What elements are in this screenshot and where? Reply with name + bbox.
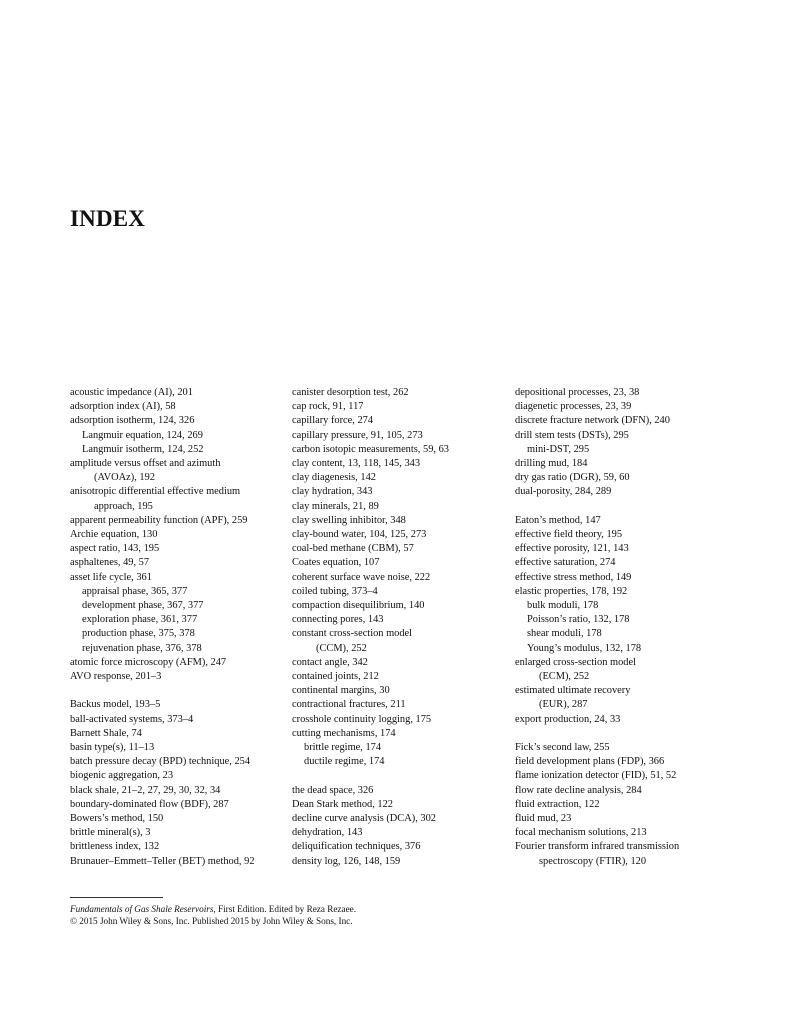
index-entry: density log, 126, 148, 159: [292, 855, 401, 867]
index-entry: brittle mineral(s), 3: [70, 827, 151, 839]
index-entry: clay hydration, 343: [292, 486, 373, 498]
section-gap: [515, 727, 740, 741]
index-entry: contact angle, 342: [292, 656, 368, 668]
index-entry: carbon isotopic measurements, 59, 63: [292, 443, 449, 455]
section-gap: [70, 684, 295, 698]
index-entry: deliquification techniques, 376: [292, 841, 421, 853]
index-entry: anisotropic differential effective medium: [70, 486, 241, 498]
index-entry: flow rate decline analysis, 284: [515, 784, 642, 796]
index-entry: effective field theory, 195: [515, 529, 623, 541]
index-entry: the dead space, 326: [292, 784, 374, 796]
index-entry: Backus model, 193–5: [70, 699, 161, 711]
index-entry: fluid extraction, 122: [515, 798, 600, 810]
index-column-3: [515, 386, 740, 869]
index-entry: clay swelling inhibitor, 348: [292, 514, 406, 526]
index-entry: (AVOAz), 192: [94, 472, 155, 484]
index-subentry: brittle regime, 174: [304, 742, 382, 754]
index-entry: Fick’s second law, 255: [515, 742, 610, 754]
index-subentry: mini-DST, 295: [527, 443, 590, 455]
index-subentry: shear moduli, 178: [527, 628, 602, 640]
page-title: INDEX: [70, 206, 146, 231]
index-entry: Fourier transform infrared transmission: [515, 841, 680, 853]
index-entry: discrete fracture network (DFN), 240: [515, 415, 670, 427]
index-entry: dual-porosity, 284, 289: [515, 486, 612, 498]
index-entry: (ECM), 252: [539, 671, 590, 683]
copyright-footer: [70, 897, 470, 928]
index-subentry: bulk moduli, 178: [527, 600, 599, 612]
index-entry: brittleness index, 132: [70, 841, 160, 853]
section-gap: [292, 769, 517, 783]
index-entry: Brunauer–Emmett–Teller (BET) method, 92: [70, 855, 255, 867]
index-subentry: development phase, 367, 377: [82, 600, 204, 612]
index-entry: cutting mechanisms, 174: [292, 727, 396, 739]
index-entry: capillary pressure, 91, 105, 273: [292, 429, 423, 441]
index-entry: spectroscopy (FTIR), 120: [539, 855, 647, 867]
index-entry: aspect ratio, 143, 195: [70, 543, 160, 555]
index-entry: Archie equation, 130: [70, 529, 158, 541]
index-entry: dehydration, 143: [292, 827, 363, 839]
index-entry: drilling mud, 184: [515, 458, 588, 470]
index-entry: clay diagenesis, 142: [292, 472, 376, 484]
index-column-2: [292, 386, 517, 869]
index-entry: acoustic impedance (AI), 201: [70, 387, 193, 398]
index-entry: coherent surface wave noise, 222: [292, 571, 431, 583]
index-entry: clay minerals, 21, 89: [292, 500, 379, 512]
footer-line-1: [70, 903, 470, 915]
index-entry: elastic properties, 178, 192: [515, 585, 628, 597]
index-entry: export production, 24, 33: [515, 713, 621, 725]
book-title: Fundamentals of Gas Shale Reservoirs: [70, 904, 214, 914]
index-entry: ball-activated systems, 373–4: [70, 713, 194, 725]
index-entry: Barnett Shale, 74: [70, 727, 142, 739]
index-entry: canister desorption test, 262: [292, 387, 409, 398]
index-entry: adsorption index (AI), 58: [70, 401, 176, 413]
index-entry: estimated ultimate recovery: [515, 685, 631, 697]
index-entry: fluid mud, 23: [515, 813, 572, 825]
index-entry: constant cross-section model: [292, 628, 413, 640]
index-entry: field development plans (FDP), 366: [515, 756, 665, 768]
index-entry: coiled tubing, 373–4: [292, 585, 378, 597]
index-entry: focal mechanism solutions, 213: [515, 827, 647, 839]
section-gap: [515, 500, 740, 514]
index-entry: clay-bound water, 104, 125, 273: [292, 529, 427, 541]
index-entry: apparent permeability function (APF), 259: [70, 514, 248, 526]
index-entry: boundary-dominated flow (BDF), 287: [70, 798, 229, 810]
index-entry: decline curve analysis (DCA), 302: [292, 813, 436, 825]
index-entry: AVO response, 201–3: [70, 671, 162, 683]
index-entry: (CCM), 252: [316, 642, 367, 654]
index-subentry: production phase, 375, 378: [82, 628, 195, 640]
footnote-rule: [70, 897, 163, 898]
index-entry: flame ionization detector (FID), 51, 52: [515, 770, 677, 782]
index-entry: (EUR), 287: [539, 699, 588, 711]
index-subentry: rejuvenation phase, 376, 378: [82, 642, 202, 654]
footer-line-2: © 2015 John Wiley & Sons, Inc. Published 2015 by John Wiley & Sons, Inc.: [70, 916, 353, 927]
index-entry: diagenetic processes, 23, 39: [515, 401, 632, 413]
index-entry: Bowers’s method, 150: [70, 813, 164, 825]
index-entry: compaction disequilibrium, 140: [292, 600, 425, 612]
index-entry: capillary force, 274: [292, 415, 374, 427]
index-entry: black shale, 21–2, 27, 29, 30, 32, 34: [70, 784, 221, 796]
index-subentry: Young’s modulus, 132, 178: [527, 642, 642, 654]
index-entry: amplitude versus offset and azimuth: [70, 458, 221, 470]
index-entry: coal-bed methane (CBM), 57: [292, 543, 414, 555]
index-entry: cap rock, 91, 117: [292, 401, 364, 413]
index-entry: Eaton’s method, 147: [515, 514, 601, 526]
index-entry: Coates equation, 107: [292, 557, 380, 569]
index-subentry: exploration phase, 361, 377: [82, 614, 198, 626]
index-entry: depositional processes, 23, 38: [515, 387, 640, 398]
index-entry: effective stress method, 149: [515, 571, 632, 583]
index-entry: adsorption isotherm, 124, 326: [70, 415, 195, 427]
index-subentry: Langmuir isotherm, 124, 252: [82, 443, 204, 455]
index-entry: dry gas ratio (DGR), 59, 60: [515, 472, 630, 484]
edition-info: , First Edition. Edited by Reza Rezaee.: [213, 904, 357, 914]
index-entry: crosshole continuity logging, 175: [292, 713, 432, 725]
index-entry: connecting pores, 143: [292, 614, 384, 626]
index-entry: approach, 195: [94, 500, 153, 512]
index-subentry: Poisson’s ratio, 132, 178: [527, 614, 630, 626]
index-entry: continental margins, 30: [292, 685, 390, 697]
index-entry: Dean Stark method, 122: [292, 798, 393, 810]
index-entry: effective porosity, 121, 143: [515, 543, 629, 555]
index-subentry: appraisal phase, 365, 377: [82, 585, 188, 597]
index-column-1: [70, 386, 295, 869]
index-entry: asphaltenes, 49, 57: [70, 557, 150, 569]
index-entry: asset life cycle, 361: [70, 571, 152, 583]
index-entry: basin type(s), 11–13: [70, 742, 155, 754]
index-entry: clay content, 13, 118, 145, 343: [292, 458, 421, 470]
index-entry: contained joints, 212: [292, 671, 379, 683]
index-entry: atomic force microscopy (AFM), 247: [70, 656, 227, 668]
index-subentry: ductile regime, 174: [304, 756, 385, 768]
index-subentry: Langmuir equation, 124, 269: [82, 429, 203, 441]
index-entry: batch pressure decay (BPD) technique, 254: [70, 756, 251, 768]
index-entry: biogenic aggregation, 23: [70, 770, 174, 782]
index-entry: enlarged cross-section model: [515, 656, 636, 668]
index-entry: drill stem tests (DSTs), 295: [515, 429, 629, 441]
index-entry: contractional fractures, 211: [292, 699, 406, 711]
index-entry: effective saturation, 274: [515, 557, 616, 569]
